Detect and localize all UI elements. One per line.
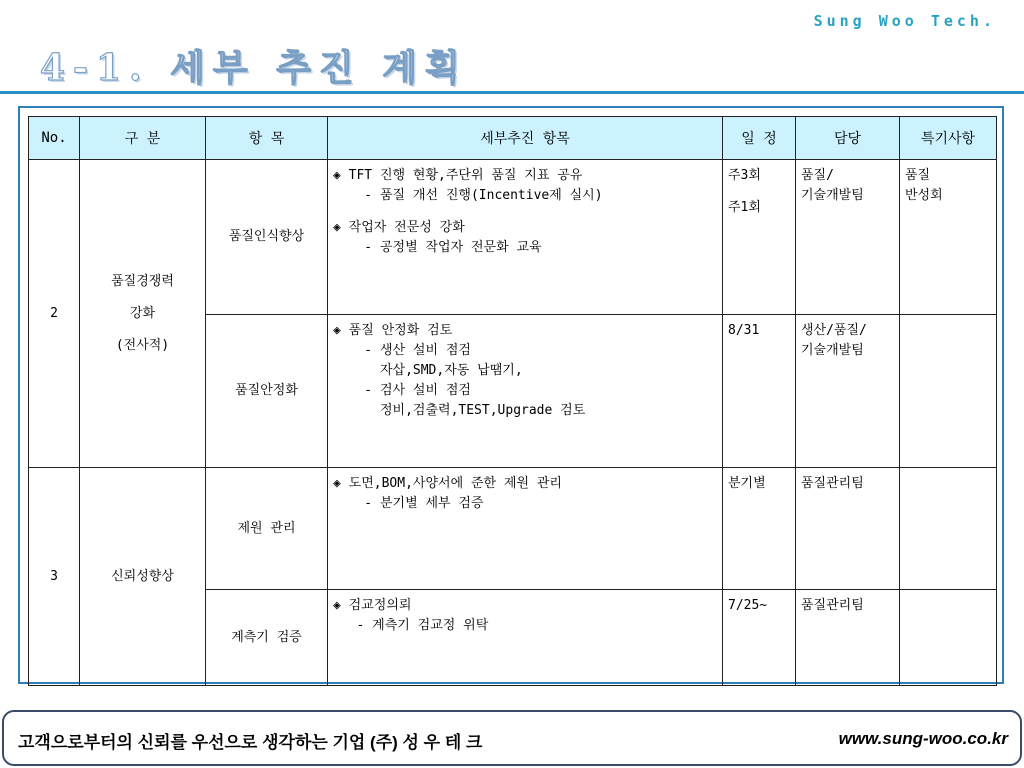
company-name: Sung Woo Tech. [813, 12, 996, 30]
header-no: No. [29, 117, 80, 160]
table-row [29, 160, 997, 315]
header-schedule: 일 정 [723, 117, 796, 160]
owner-line: 기술개발팀 [801, 343, 864, 358]
owner-cell: 품질관리팀 [796, 590, 900, 686]
detail-line: ◈ TFT 진행 현황,주단위 품질 지표 공유 [333, 168, 583, 183]
note-cell [900, 315, 997, 468]
category-cell [80, 160, 206, 468]
item-cell: 계측기 검증 [206, 590, 328, 686]
item-cell: 제원 관리 [206, 468, 328, 590]
header-category: 구 분 [80, 117, 206, 160]
detail-line: ◈ 작업자 전문성 강화 [333, 220, 465, 235]
owner-line: 품질/ [801, 168, 834, 183]
schedule-line: 주1회 [728, 200, 761, 215]
title-divider [0, 91, 1024, 94]
detail-cell [328, 315, 723, 468]
note-line: 반성회 [905, 188, 943, 203]
note-line: 품질 [905, 168, 931, 183]
detail-line: ◈ 도면,BOM,사양서에 준한 제원 관리 [333, 476, 562, 491]
detail-cell [328, 590, 723, 686]
owner-line: 생산/품질/ [801, 323, 867, 338]
detail-line: - 공정별 작업자 전문화 교육 [333, 240, 542, 255]
detail-line: - 생산 설비 점검 [333, 343, 471, 358]
schedule-cell [723, 160, 796, 315]
schedule-cell: 7/25~ [723, 590, 796, 686]
category-line: 강화 [129, 305, 156, 321]
header-owner: 담당 [796, 117, 900, 160]
note-cell [900, 468, 997, 590]
owner-cell: 품질관리팀 [796, 468, 900, 590]
detail-line: 정비,검출력,TEST,Upgrade 검토 [333, 403, 586, 418]
table-header-row [29, 117, 997, 160]
detail-line: - 계측기 검교정 위탁 [333, 618, 489, 633]
row-number: 3 [29, 468, 80, 686]
detail-line: ◈ 검교정의뢰 [333, 598, 412, 613]
category-line: (전사적) [115, 337, 170, 353]
footer-url[interactable]: www.sung-woo.co.kr [838, 729, 1008, 748]
row-number: 2 [29, 160, 80, 468]
note-cell [900, 160, 997, 315]
detail-line: - 품질 개선 진행(Incentive제 실시) [333, 188, 603, 203]
owner-cell [796, 315, 900, 468]
page-title: 4-1. 세부 추진 계획 [40, 47, 468, 89]
category-cell: 신뢰성향상 [80, 468, 206, 686]
detail-line: 자삽,SMD,자동 납땜기, [333, 363, 523, 378]
detail-line: ◈ 품질 안정화 검토 [333, 323, 453, 338]
header-item: 항 목 [206, 117, 328, 160]
schedule-cell: 분기별 [723, 468, 796, 590]
header-detail: 세부추진 항목 [328, 117, 723, 160]
plan-table [28, 116, 997, 686]
detail-line: - 검사 설비 점검 [333, 383, 471, 398]
owner-line: 기술개발팀 [801, 188, 864, 203]
note-cell [900, 590, 997, 686]
detail-cell [328, 468, 723, 590]
footer-slogan: 고객으로부터의 신뢰를 우선으로 생각하는 기업 (주) 성 우 테 크 [18, 733, 483, 752]
schedule-line: 주3회 [728, 168, 761, 183]
owner-cell [796, 160, 900, 315]
header-note: 특기사항 [900, 117, 997, 160]
schedule-cell: 8/31 [723, 315, 796, 468]
category-line: 품질경쟁력 [111, 273, 174, 289]
detail-line: - 분기별 세부 검증 [333, 496, 484, 511]
item-cell: 품질인식향상 [206, 160, 328, 315]
item-cell: 품질안정화 [206, 315, 328, 468]
footer-bar [2, 710, 1022, 766]
detail-cell [328, 160, 723, 315]
table-row [29, 468, 997, 590]
